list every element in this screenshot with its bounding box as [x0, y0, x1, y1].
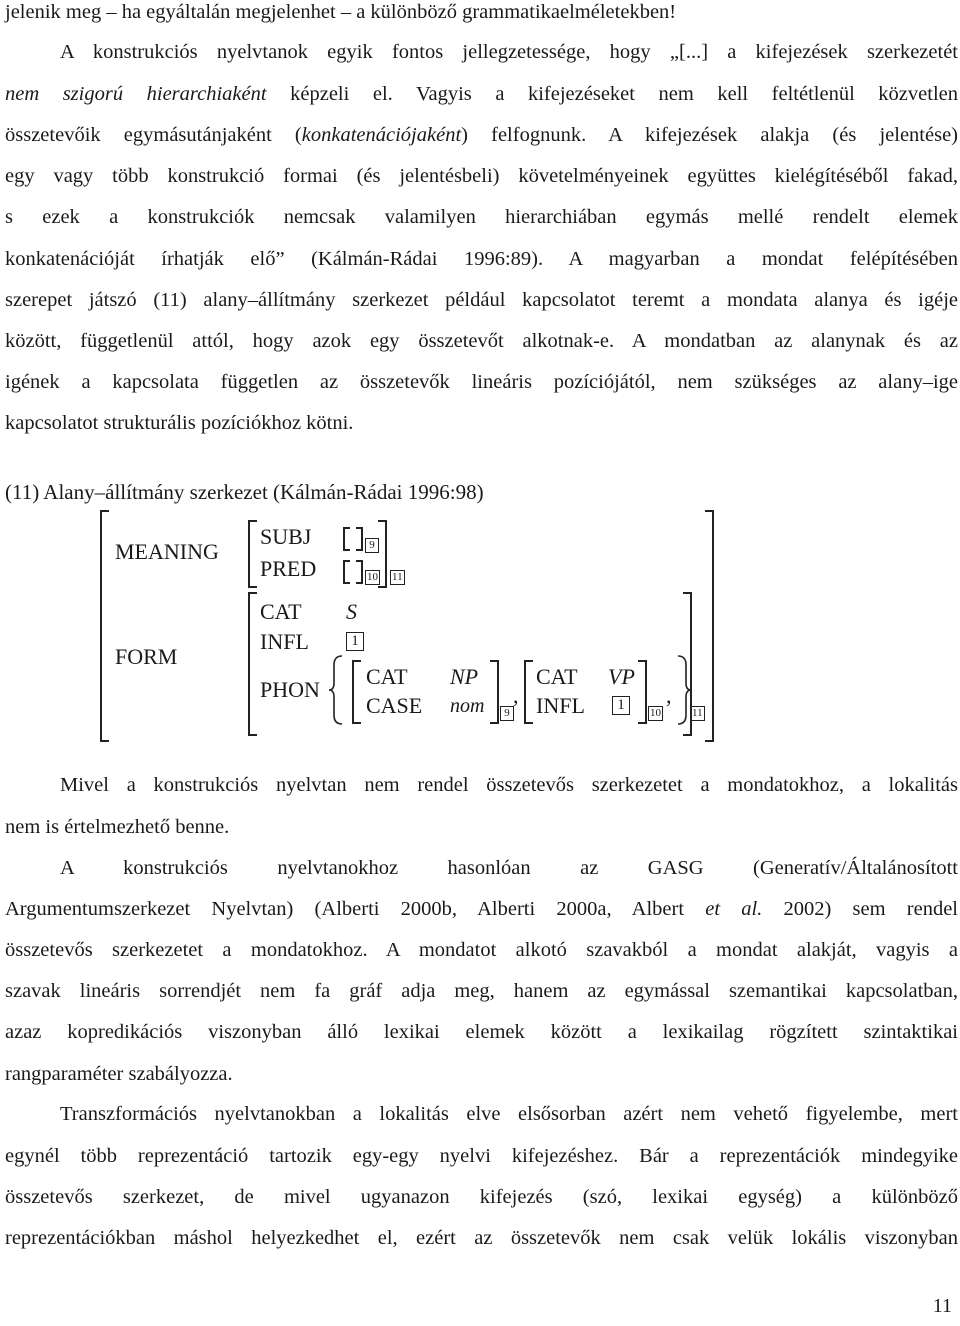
text-segment: összetevőik egymásutánjaként ( [5, 124, 302, 146]
pred-empty-bracket-left [343, 560, 350, 584]
form-bracket-left [248, 592, 257, 736]
text-segment: egy vagy több konstrukció formai (és jelentésbeli) követelményeinek együttes kielégítéséből fakad, [5, 165, 958, 187]
text-line [60, 773, 958, 797]
text-segment: s ezek a konstrukciók nemcsak valamilyen hierarchiában egymás mellé rendelt elemek [5, 206, 958, 228]
example-caption: (11) Alany–állítmány szerkezet (Kálmán-Rádai 1996:98) [5, 480, 484, 504]
text-segment: jelenik meg – ha egyáltalán megjelenhet – a különböző grammatikaelméletekben! [5, 1, 677, 23]
text-line [5, 1185, 958, 1209]
text-segment: nem is értelmezhető benne. [5, 816, 230, 838]
infl-feature: INFL [260, 629, 309, 654]
text-line [5, 1144, 958, 1168]
text-line [5, 938, 958, 962]
form-label: FORM [115, 644, 178, 669]
text-line [5, 247, 958, 271]
np-bracket-right [490, 660, 499, 724]
text-line [5, 0, 958, 24]
text-line [60, 856, 958, 880]
subj-feature: SUBJ [260, 524, 312, 549]
text-segment: Mivel a konstrukciós nyelvtan nem rendel összetevős szerkezetet a mondatokhoz, a lokalitás [60, 774, 958, 796]
text-segment: igének a kapcsolata független az összetevők lineáris pozíciójától, nem szükséges az alany–ige [5, 371, 958, 393]
text-line [5, 1020, 958, 1044]
meaning-label: MEANING [115, 539, 219, 564]
text-segment: Argumentumszerkezet Nyelvtan) (Alberti 2000b, Alberti 2000a, Albert [5, 898, 706, 920]
comma: , [513, 683, 519, 708]
text-segment: szerepet játszó (11) alany–állítmány szerkezet például kapcsolatot teremt a mondata alanya és igéje [5, 289, 958, 311]
phon-feature: PHON [260, 677, 320, 702]
text-line [5, 205, 958, 229]
text-line [5, 329, 958, 353]
text-segment: azaz kopredikációs viszonyban álló lexikai elemek között a lexikailag rögzített szintaktikai [5, 1021, 958, 1043]
text-segment: 2002) sem rendel [762, 898, 958, 920]
text-segment: egynél több reprezentáció tartozik egy-egy nyelvi kifejezéshez. Bár a reprezentációk mindegyike [5, 1145, 958, 1167]
comma-2: , [666, 683, 672, 708]
meaning-bracket-left [248, 520, 257, 588]
text-line [5, 82, 958, 106]
set-brace-left [328, 655, 344, 725]
text-line [60, 40, 958, 64]
text-line [5, 979, 958, 1003]
text-line [5, 164, 958, 188]
vp-bracket-right [638, 660, 647, 724]
text-line [5, 815, 958, 839]
case-feature: CASE [366, 693, 423, 718]
tag-11: 11 [392, 571, 403, 583]
cat-feature: CAT [260, 599, 302, 624]
cat-value: S [346, 599, 357, 624]
tag-9: 9 [365, 538, 379, 553]
page-number: 11 [932, 1295, 952, 1317]
tag-11-form: 11 [692, 707, 703, 719]
text-segment: képzeli el. Vagyis a kifejezéseket nem kell feltétlenül közvetlen [266, 83, 958, 105]
text-line [5, 1226, 958, 1250]
pred-empty-bracket-right [356, 560, 363, 584]
vp-bracket-left [524, 660, 533, 724]
subj-empty-bracket-right [356, 527, 363, 551]
subj-empty-bracket-left [343, 527, 350, 551]
tag-10: 10 [367, 571, 378, 583]
text-line [5, 1062, 958, 1086]
text-segment: konkatenációját írhatják elő” (Kálmán-Rádai 1996:89). A magyarban a mondat felépítésében [5, 248, 958, 270]
text-line [5, 123, 958, 147]
text-line [60, 1102, 958, 1126]
text-segment: összetevős szerkezet, de mivel ugyanazon kifejezés (szó, lexikai egység) a különböző [5, 1186, 958, 1208]
text-segment: rangparaméter szabályozza. [5, 1063, 233, 1085]
italic-text: konkatenációjaként [301, 124, 462, 146]
italic-text: nem szigorú hierarchiaként [5, 83, 267, 105]
outer-bracket-right [705, 510, 714, 742]
text-segment: ) felfognunk. A kifejezések alakja (és jelentése) [461, 124, 958, 146]
np-bracket-left [352, 660, 361, 724]
outer-bracket-left [100, 510, 109, 742]
text-segment: reprezentációkban máshol helyezkedhet el, ezért az összetevők nem csak velük lokális viszonyban [5, 1227, 958, 1249]
text-segment: Transzformációs nyelvtanokban a lokalitás elve elsősorban azért nem vehető figyelembe, mert [60, 1103, 958, 1125]
text-line [5, 288, 958, 312]
text-line [5, 897, 958, 921]
tag-9-np: 9 [500, 706, 514, 721]
vp-infl-feature: INFL [536, 693, 585, 718]
text-segment: kapcsolatot strukturális pozíciókhoz kötni. [5, 412, 354, 434]
text-line [5, 370, 958, 394]
italic-text: et al. [705, 898, 763, 920]
np-cat-value: NP [450, 664, 479, 689]
np-cat-feature: CAT [366, 664, 408, 689]
text-segment: összetevős szerkezetet a mondatokhoz. A mondatot alkotó szavakból a mondat alakját, vagyis a [5, 939, 958, 961]
text-segment: között, függetlenül attól, hogy azok egy összetevőt alkotnak-e. A mondatban az alanynak és az [5, 330, 958, 352]
case-value: nom [450, 695, 485, 717]
pred-feature: PRED [260, 556, 317, 581]
vp-cat-value: VP [608, 664, 635, 689]
tag-10-vp: 10 [650, 707, 661, 719]
tag-1-vp: 1 [612, 696, 630, 715]
tag-1: 1 [346, 632, 364, 651]
text-segment: A konstrukciós nyelvtanok egyik fontos jellegzetessége, hogy „[...] a kifejezések szerkezetét [60, 41, 958, 63]
text-segment: A konstrukciós nyelvtanokhoz hasonlóan az GASG (Generatív/Általánosított [60, 857, 958, 879]
vp-cat-feature: CAT [536, 664, 578, 689]
text-line [5, 411, 958, 435]
text-segment: szavak lineáris sorrendjét nem fa gráf adja meg, hanem az egymással szemantikai kapcsolatban, [5, 980, 958, 1002]
